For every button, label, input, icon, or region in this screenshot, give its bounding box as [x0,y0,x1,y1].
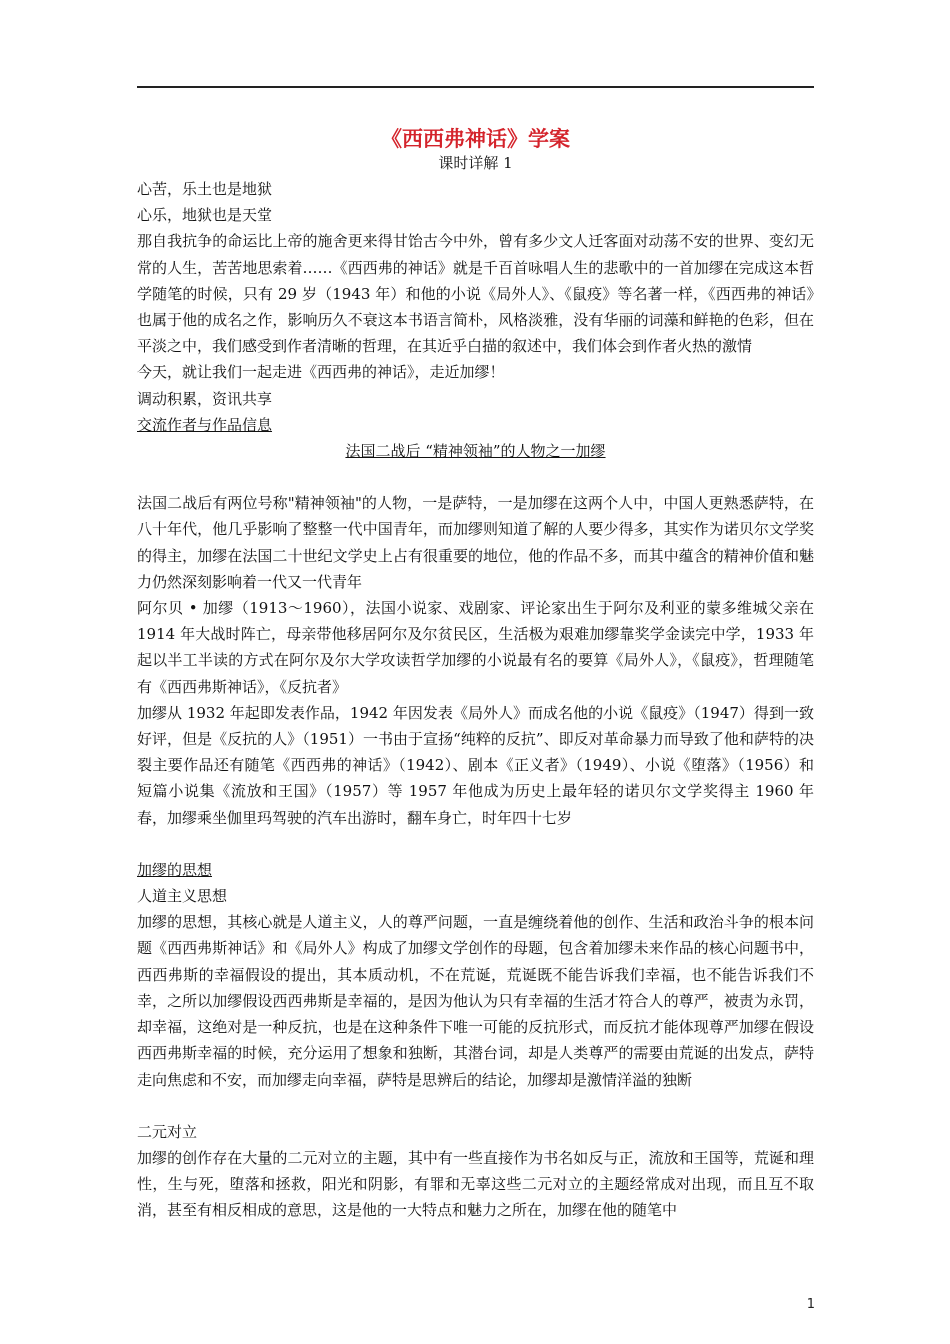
intro-line: 今天，就让我们一起走进《西西弗的神话》，走近加缪！ [137,363,505,382]
thought-heading: 加缪的思想 [137,860,213,879]
blank-line [137,831,814,857]
author-paragraph: 阿尔贝 • 加缪（1913～1960），法国小说家、戏剧家、评论家出生于阿尔及利亚的蒙多维城父亲在 1914 年大战时阵亡，母亲带他移居阿尔及尔贫民区，生活极为艰难加缪靠奖学金读完中学，1933 年起以半工半读的方式在阿尔及尔大学攻读哲学加缪的小说最有名的要算《局外人》，《鼠疫》，哲理随笔有《西西弗斯神话》，《反抗者》 [137,599,814,696]
intro-paragraph: 那自我抗争的命运比上帝的施舍更来得甘饴古今中外，曾有多少文人迁客面对动荡不安的世界、变幻无常的人生，苦苦地思索着……《西西弗的神话》就是千百首咏唱人生的悲歌中的一首加缪在完成这本哲学随笔的时候，只有 29 岁（1943 年）和他的小说《局外人》、《鼠疫》等名著一样，《西西弗的神话》也属于他的成名之作，影响历久不衰这本书语言简朴，风格淡雅，没有华丽的词藻和鲜艳的色彩，但在平淡之中，我们感受到作者清晰的哲理，在其近乎白描的叙述中，我们体会到作者火热的激情 [137,232,814,356]
document-subtitle: 课时详解 1 [438,154,513,172]
dualism-heading: 二元对立 [137,1122,198,1141]
document-body [137,126,814,1224]
blank-line [137,464,814,490]
document-title: 《西西弗神话》学案 [381,126,570,151]
centered-heading: 法国二战后 “精神领袖”的人物之一加缪 [345,442,606,461]
humanism-heading: 人道主义思想 [137,887,228,906]
intro-line: 心苦，乐土也是地狱 [137,180,273,198]
intro-line: 调动积累，资讯共享 [137,389,273,408]
blank-line [137,1093,814,1119]
author-paragraph: 加缪从 1932 年起即发表作品，1942 年因发表《局外人》而成名他的小说《鼠疫》（1947）得到一致好评，但是《反抗的人》（1951）一书由于宣扬“纯粹的反抗”、即反对革命暴力而导致了他和萨特的决裂主要作品还有随笔《西西弗的神话》（1942）、剧本《正义者》（1949）、小说《堕落》（1956）和短篇小说集《流放和王国》（1957）等 1957 年他成为历史上最年轻的诺贝尔文学奖得主 1960 年春，加缪乘坐伽里玛驾驶的汽车出游时，翻车身亡，时年四十七岁 [137,703,814,827]
section-heading: 交流作者与作品信息 [137,415,273,434]
humanism-paragraph: 加缪的思想，其核心就是人道主义，人的尊严问题，一直是缠绕着他的创作、生活和政治斗争的根本问题《西西弗斯神话》和《局外人》构成了加缪文学创作的母题，包含着加缪未来作品的核心问题书中，西西弗斯的幸福假设的提出，其本质动机，不在荒诞，荒诞既不能告诉我们幸福，也不能告诉我们不幸，之所以加缪假设西西弗斯是幸福的，是因为他认为只有幸福的生活才符合人的尊严，被责为永罚，却幸福，这绝对是一种反抗，也是在这种条件下唯一可能的反抗形式，而反抗才能体现尊严加缪在假设西西弗斯幸福的时候，充分运用了想象和独断，其潜台词，却是人类尊严的需要由荒诞的出发点，萨特走向焦虑和不安，而加缪走向幸福，萨特是思辨后的结论，加缪却是激情洋溢的独断 [137,913,814,1089]
author-paragraph: 法国二战后有两位号称"精神领袖"的人物，一是萨特，一是加缪在这两个人中，中国人更熟悉萨特，在八十年代，他几乎影响了整整一代中国青年，而加缪则知道了解的人要少得多，其实作为诺贝尔文学奖的得主，加缪在法国二十世纪文学史上占有很重要的地位，他的作品不多，而其中蕴含的精神价值和魅力仍然深刻影响着一代又一代青年 [137,494,814,591]
dualism-paragraph: 加缪的创作存在大量的二元对立的主题，其中有一些直接作为书名如反与正，流放和王国等，荒诞和理性，生与死，堕落和拯救，阳光和阴影，有罪和无辜这些二元对立的主题经常成对出现，而且互不取消，甚至有相反相成的意思，这是他的一大特点和魅力之所在，加缪在他的随笔中 [137,1148,814,1220]
intro-line: 心乐，地狱也是天堂 [137,206,273,225]
header-rule [137,86,814,88]
page-number: 1 [806,1297,815,1312]
